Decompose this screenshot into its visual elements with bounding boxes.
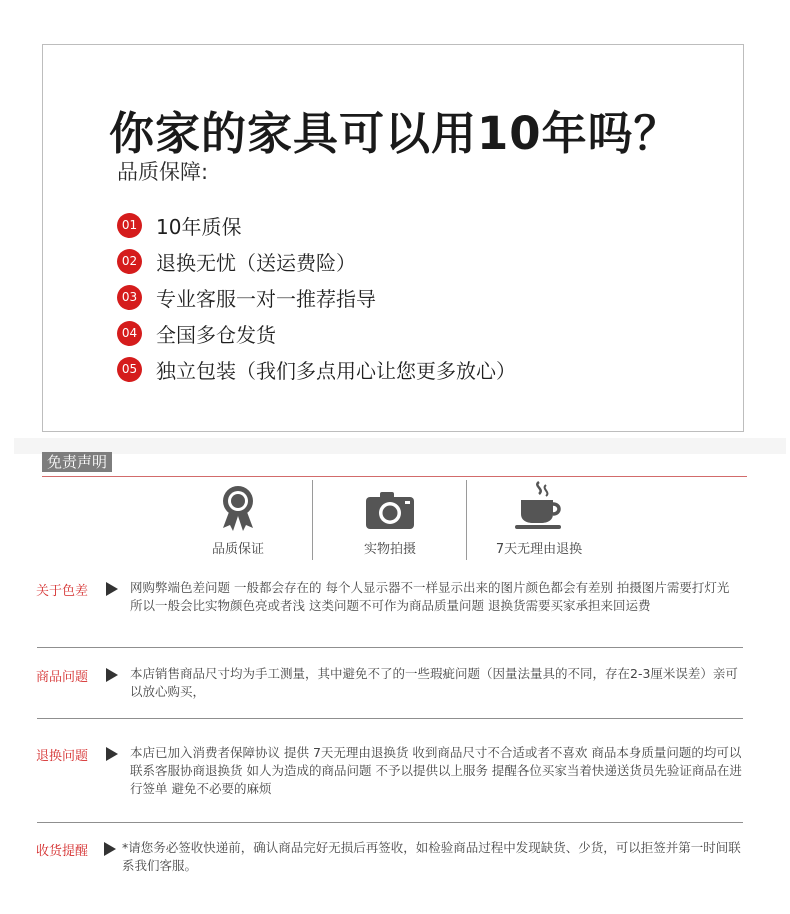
arrow-right-icon bbox=[106, 582, 118, 596]
guarantee-item bbox=[117, 315, 516, 351]
note-label: 退换问题 bbox=[36, 749, 89, 764]
guarantee-list bbox=[117, 207, 516, 387]
service-quality bbox=[163, 480, 313, 562]
quality-guarantee-panel bbox=[42, 44, 744, 432]
note-text: 网购弊端色差问题 一般都会存在的 每个人显示器不一样显示出来的图片颜色都会有差别 拍摄图片需要打灯光 所以一般会比实物颜色亮或者浅 这类问题不可作为商品质量问题 退换货需要买家承担来回运费 bbox=[130, 580, 730, 613]
red-divider bbox=[42, 476, 747, 477]
note-label: 商品问题 bbox=[36, 670, 89, 685]
disclaimer-tag: 免责声明 bbox=[42, 452, 112, 472]
note-divider bbox=[37, 822, 743, 823]
note-label: 收货提醒 bbox=[36, 844, 89, 859]
service-photo bbox=[315, 480, 465, 562]
vertical-divider bbox=[312, 480, 313, 560]
guarantee-item-text: 退换无忧（送运费险） bbox=[156, 250, 356, 275]
guarantee-item-text: 10年质保 bbox=[156, 214, 242, 239]
service-return bbox=[464, 480, 614, 562]
guarantee-item-text: 专业客服一对一推荐指导 bbox=[156, 286, 376, 311]
number-badge: 04 bbox=[117, 321, 142, 346]
coffee-cup-icon bbox=[513, 480, 565, 530]
service-label: 品质保证 bbox=[211, 542, 264, 557]
note-text: 本店销售商品尺寸均为手工测量，其中避免不了的一些瑕疵问题（因量法量具的不同，存在2-3厘米误差）亲可以放心购买， bbox=[130, 666, 738, 699]
number-badge: 01 bbox=[117, 213, 142, 238]
note-divider bbox=[37, 718, 743, 719]
note-text: *请您务必签收快递前，确认商品完好无损后再签收，如检验商品过程中发现缺货、少货，可以拒签并第一时间联系我们客服。 bbox=[122, 840, 741, 873]
service-icons-row bbox=[160, 480, 630, 562]
note-text: 本店已加入消费者保障协议 提供 7天无理由退换货 收到商品尺寸不合适或者不喜欢 商品本身质量问题的均可以联系客服协商退换货 如人为造成的商品问题 不予以提供以上服务 提醒各位买家当着快递送货员先验证商品在进行签单 避免不必要的麻烦 bbox=[130, 745, 742, 796]
number-badge: 02 bbox=[117, 249, 142, 274]
award-ribbon-icon bbox=[218, 484, 258, 532]
service-label: 7天无理由退换 bbox=[495, 542, 583, 557]
arrow-right-icon bbox=[106, 668, 118, 682]
guarantee-item bbox=[117, 243, 516, 279]
number-badge: 03 bbox=[117, 285, 142, 310]
guarantee-item bbox=[117, 279, 516, 315]
number-badge: 05 bbox=[117, 357, 142, 382]
headline: 你家的家具可以用10年吗？ bbox=[109, 107, 680, 160]
quality-subheading: 品质保障: bbox=[117, 160, 209, 184]
note-label: 关于色差 bbox=[36, 584, 89, 599]
guarantee-item bbox=[117, 207, 516, 243]
guarantee-item-text: 独立包装（我们多点用心让您更多放心） bbox=[156, 358, 516, 383]
service-label: 实物拍摄 bbox=[363, 542, 416, 557]
section-divider-band bbox=[14, 438, 786, 454]
note-divider bbox=[37, 647, 743, 648]
arrow-right-icon bbox=[106, 747, 118, 761]
camera-icon bbox=[365, 490, 415, 530]
arrow-right-icon bbox=[104, 842, 116, 856]
guarantee-item-text: 全国多仓发货 bbox=[156, 322, 276, 347]
guarantee-item bbox=[117, 351, 516, 387]
